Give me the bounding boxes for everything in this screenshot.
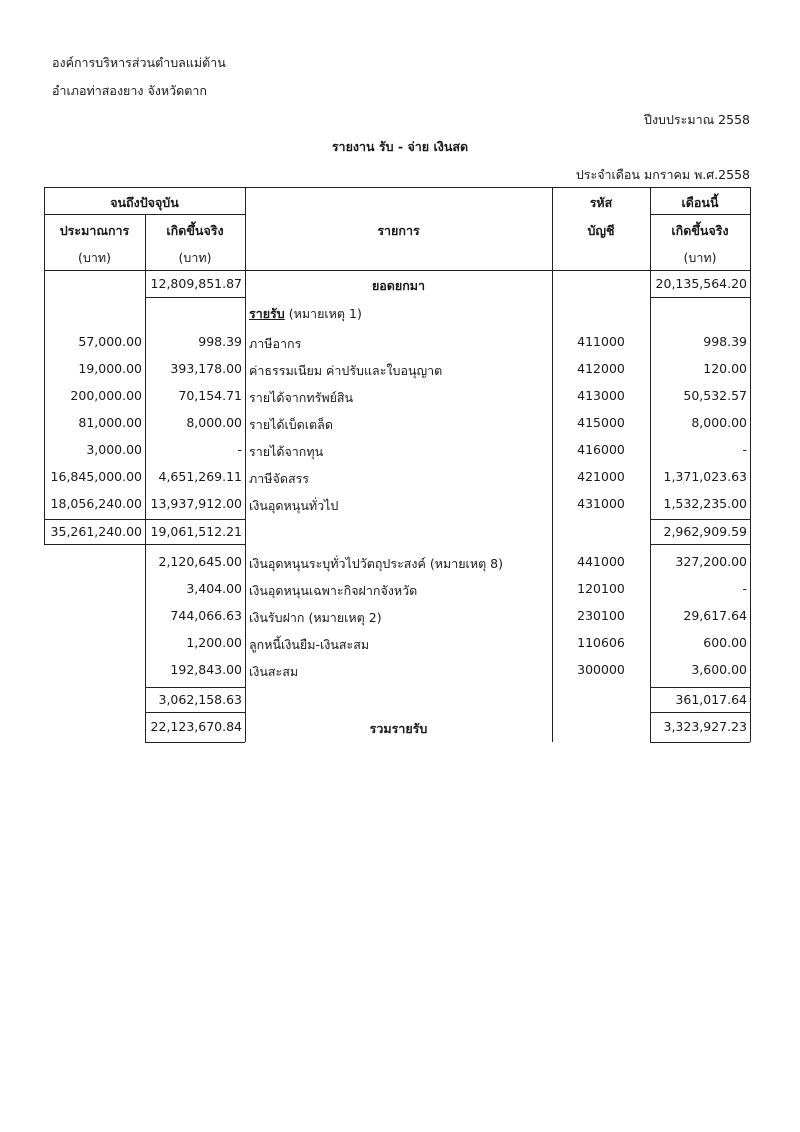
row-code: 411000 — [577, 334, 625, 349]
report-period: ประจำเดือน มกราคม พ.ศ.2558 — [575, 167, 750, 182]
row-code: 120100 — [577, 581, 625, 596]
balance-month: 20,135,564.20 — [655, 276, 747, 291]
row-item: รายได้จากทุน — [249, 444, 324, 459]
row-estimate: 81,000.00 — [78, 415, 142, 430]
subtotal-estimate: 35,261,240.00 — [50, 524, 142, 539]
row-month: 120.00 — [703, 361, 747, 376]
header-actual-unit: (บาท) — [178, 250, 212, 265]
fiscal-year: ปีงบประมาณ 2558 — [644, 112, 750, 127]
row-month: 1,371,023.63 — [663, 469, 747, 484]
row-item: เงินรับฝาก (หมายเหตุ 2) — [249, 610, 382, 625]
header-code-sub: บัญชี — [587, 223, 615, 238]
grand-total-label: รวมรายรับ — [369, 721, 428, 736]
row-code: 412000 — [577, 361, 625, 376]
row-actual: 192,843.00 — [170, 662, 242, 677]
balance-actual: 12,809,851.87 — [150, 276, 242, 291]
row-month: - — [742, 442, 747, 457]
subtotal-month: 2,962,909.59 — [663, 524, 747, 539]
header-estimate: ประมาณการ — [59, 223, 130, 238]
row-item: ภาษีจัดสรร — [249, 471, 309, 486]
report-title: รายงาน รับ - จ่าย เงินสด — [331, 139, 469, 154]
header-this-month-unit: (บาท) — [683, 250, 717, 265]
row-actual: 393,178.00 — [170, 361, 242, 376]
row-actual: 4,651,269.11 — [158, 469, 242, 484]
row-actual: 2,120,645.00 — [158, 554, 242, 569]
row-estimate: 3,000.00 — [86, 442, 142, 457]
row-code: 415000 — [577, 415, 625, 430]
grand-total-month: 3,323,927.23 — [663, 719, 747, 734]
other-subtotal-actual: 3,062,158.63 — [158, 692, 242, 707]
row-month: 327,200.00 — [675, 554, 747, 569]
row-item: ภาษีอากร — [249, 336, 302, 351]
row-month: 8,000.00 — [691, 415, 747, 430]
org-location: อำเภอท่าสองยาง จังหวัดตาก — [52, 83, 207, 98]
income-section-heading — [249, 304, 362, 324]
row-estimate: 200,000.00 — [70, 388, 142, 403]
header-this-month-actual: เกิดขึ้นจริง — [671, 223, 729, 238]
row-month: 998.39 — [703, 334, 747, 349]
row-code: 230100 — [577, 608, 625, 623]
income-section-note: (หมายเหตุ 1) — [288, 306, 362, 321]
row-month: 600.00 — [703, 635, 747, 650]
row-actual: 70,154.71 — [178, 388, 242, 403]
row-actual: 744,066.63 — [170, 608, 242, 623]
header-actual: เกิดขึ้นจริง — [166, 223, 224, 238]
row-month: - — [742, 581, 747, 596]
row-item: เงินอุดหนุนทั่วไป — [249, 498, 339, 513]
row-month: 3,600.00 — [691, 662, 747, 677]
row-actual: 998.39 — [198, 334, 242, 349]
subtotal-actual: 19,061,512.21 — [150, 524, 242, 539]
row-month: 1,532,235.00 — [663, 496, 747, 511]
grand-total-actual: 22,123,670.84 — [150, 719, 242, 734]
row-estimate: 18,056,240.00 — [50, 496, 142, 511]
header-item: รายการ — [377, 223, 420, 238]
row-month: 29,617.64 — [683, 608, 747, 623]
income-section-label: รายรับ — [249, 306, 285, 321]
row-estimate: 19,000.00 — [78, 361, 142, 376]
row-estimate: 57,000.00 — [78, 334, 142, 349]
row-item: เงินอุดหนุนระบุทั่วไปวัตถุประสงค์ (หมายเหตุ 8) — [249, 556, 503, 571]
row-item: รายได้จากทรัพย์สิน — [249, 390, 354, 405]
header-code: รหัส — [589, 195, 613, 210]
other-subtotal-month: 361,017.64 — [675, 692, 747, 707]
row-month: 50,532.57 — [683, 388, 747, 403]
row-code: 300000 — [577, 662, 625, 677]
row-actual: 1,200.00 — [186, 635, 242, 650]
row-actual: 13,937,912.00 — [150, 496, 242, 511]
header-estimate-unit: (บาท) — [78, 250, 111, 265]
row-code: 431000 — [577, 496, 625, 511]
row-item: รายได้เบ็ดเตล็ด — [249, 417, 333, 432]
header-this-month: เดือนนี้ — [681, 195, 719, 210]
row-item: ค่าธรรมเนียม ค่าปรับและใบอนุญาต — [249, 363, 443, 378]
row-code: 110606 — [577, 635, 625, 650]
row-item: ลูกหนี้เงินยืม-เงินสะสม — [249, 637, 370, 652]
row-actual: 3,404.00 — [186, 581, 242, 596]
row-actual: - — [237, 442, 242, 457]
balance-label: ยอดยกมา — [371, 278, 426, 293]
org-name: องค์การบริหารส่วนตำบลแม่ต้าน — [52, 55, 226, 70]
row-actual: 8,000.00 — [186, 415, 242, 430]
row-item: เงินอุดหนุนเฉพาะกิจฝากจังหวัด — [249, 583, 418, 598]
row-code: 413000 — [577, 388, 625, 403]
row-item: เงินสะสม — [249, 664, 299, 679]
row-code: 421000 — [577, 469, 625, 484]
row-estimate: 16,845,000.00 — [50, 469, 142, 484]
header-to-date: จนถึงปัจจุบัน — [110, 195, 179, 210]
row-code: 416000 — [577, 442, 625, 457]
row-code: 441000 — [577, 554, 625, 569]
